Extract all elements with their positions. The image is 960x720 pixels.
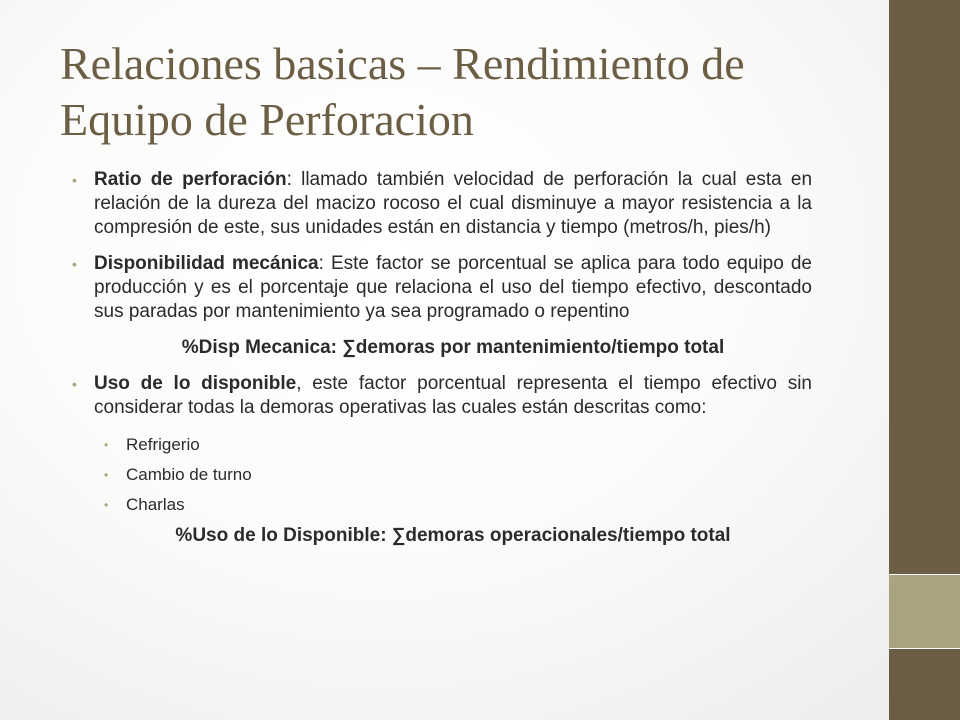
subitem-label: Cambio de turno: [126, 465, 252, 484]
bullet-text: : llamado también velocidad de perforación la cual esta en relación de la dureza del macizo rocoso el cual disminuye a mayor resistencia a la compresión de este, sus unidades están en distancia y tiempo (metros/h, pies/h): [94, 169, 813, 238]
subitem-label: Charlas: [126, 495, 185, 514]
formula-disp-mecanica: %Disp Mecanica: ∑demoras por mantenimiento/tiempo total: [181, 337, 725, 358]
subitem-refrigerio: [72, 434, 812, 456]
bullet-disponibilidad-mecanica: [72, 252, 812, 324]
bullet-text: , este factor porcentual representa el tiempo efectivo sin considerar todas la demoras operativas las cuales están descritas como:: [94, 373, 812, 418]
bullet-dot-icon: •: [72, 376, 77, 392]
band-middle-block: [889, 575, 960, 649]
slide-body: [72, 168, 812, 560]
sub-bullet-dot-icon: •: [104, 498, 109, 512]
side-decorative-band: [889, 0, 960, 720]
sub-bullet-dot-icon: •: [104, 468, 109, 482]
bullet-text: : Este factor se porcentual se aplica para todo equipo de producción y es el porcentaje que relaciona el uso del tiempo efectivo, descontado sus paradas por mantenimiento ya sea programado o repentino: [94, 253, 812, 322]
band-bottom-block: [889, 649, 960, 720]
slide-title: Relaciones basicas – Rendimiento de Equipo de Perforacion: [60, 38, 745, 145]
bullet-ratio-perforacion: [72, 168, 812, 240]
bullet-term: Ratio de perforación: [94, 169, 287, 190]
band-top-block: [889, 0, 960, 575]
subitem-charlas: [72, 494, 812, 516]
bullet-dot-icon: •: [72, 172, 77, 188]
bullet-uso-disponible: [72, 372, 812, 420]
sub-bullet-dot-icon: •: [104, 438, 109, 452]
formula-uso-disponible: %Uso de lo Disponible: ∑demoras operacionales/tiempo total: [175, 525, 731, 546]
subitem-cambio-turno: [72, 464, 812, 486]
bullet-term: Disponibilidad mecánica: [94, 253, 319, 274]
bullet-dot-icon: •: [72, 256, 77, 272]
subitem-label: Refrigerio: [126, 435, 200, 454]
bullet-term: Uso de lo disponible: [94, 373, 297, 394]
